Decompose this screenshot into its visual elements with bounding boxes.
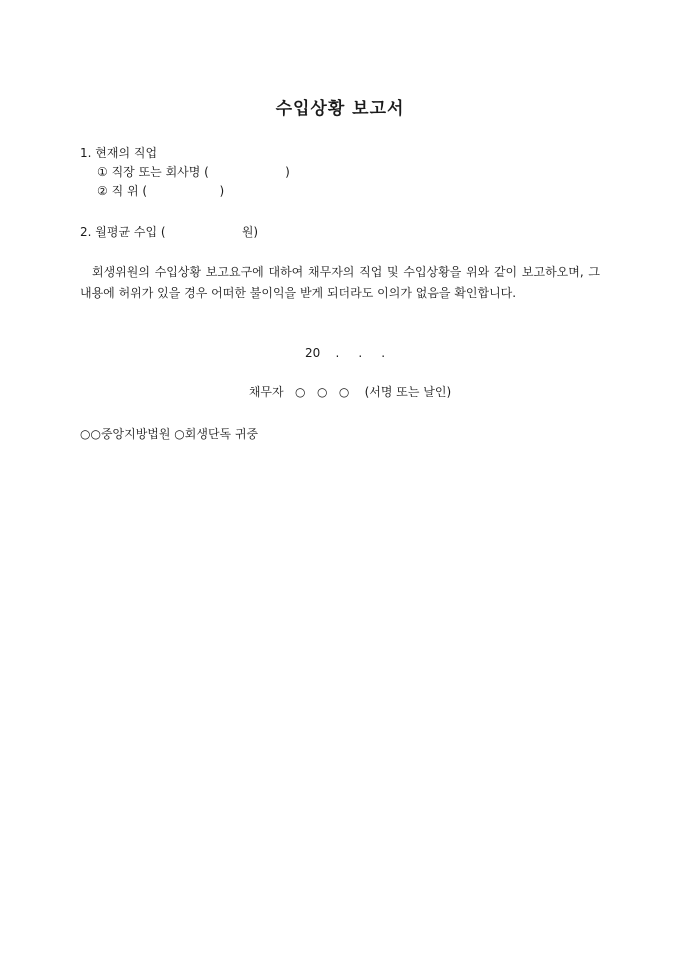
document-title: 수입상황 보고서: [275, 99, 405, 119]
section2-monthly-income: 2. 월평균 수입 ( 원): [80, 225, 259, 239]
section1-item-workplace: ① 직장 또는 회사명 ( ): [97, 165, 290, 179]
section1-item-position: ② 직 위 ( ): [97, 184, 225, 198]
court-addressee: ○○중앙지방법원 ○회생단독 귀중: [80, 427, 259, 441]
section1-heading: 1. 현재의 직업: [80, 146, 158, 160]
debtor-signature-line: 채무자 ○ ○ ○ (서명 또는 날인): [248, 385, 452, 399]
confirmation-statement: 회생위원의 수입상황 보고요구에 대하여 채무자의 직업 및 수입상황을 위와 같이 보고하오며, 그 내용에 허위가 있을 경우 어떠한 불이익을 받게 되더라도 이의가 없음을 확인합니다.: [80, 265, 600, 300]
date-line: 20 . . .: [304, 346, 386, 360]
